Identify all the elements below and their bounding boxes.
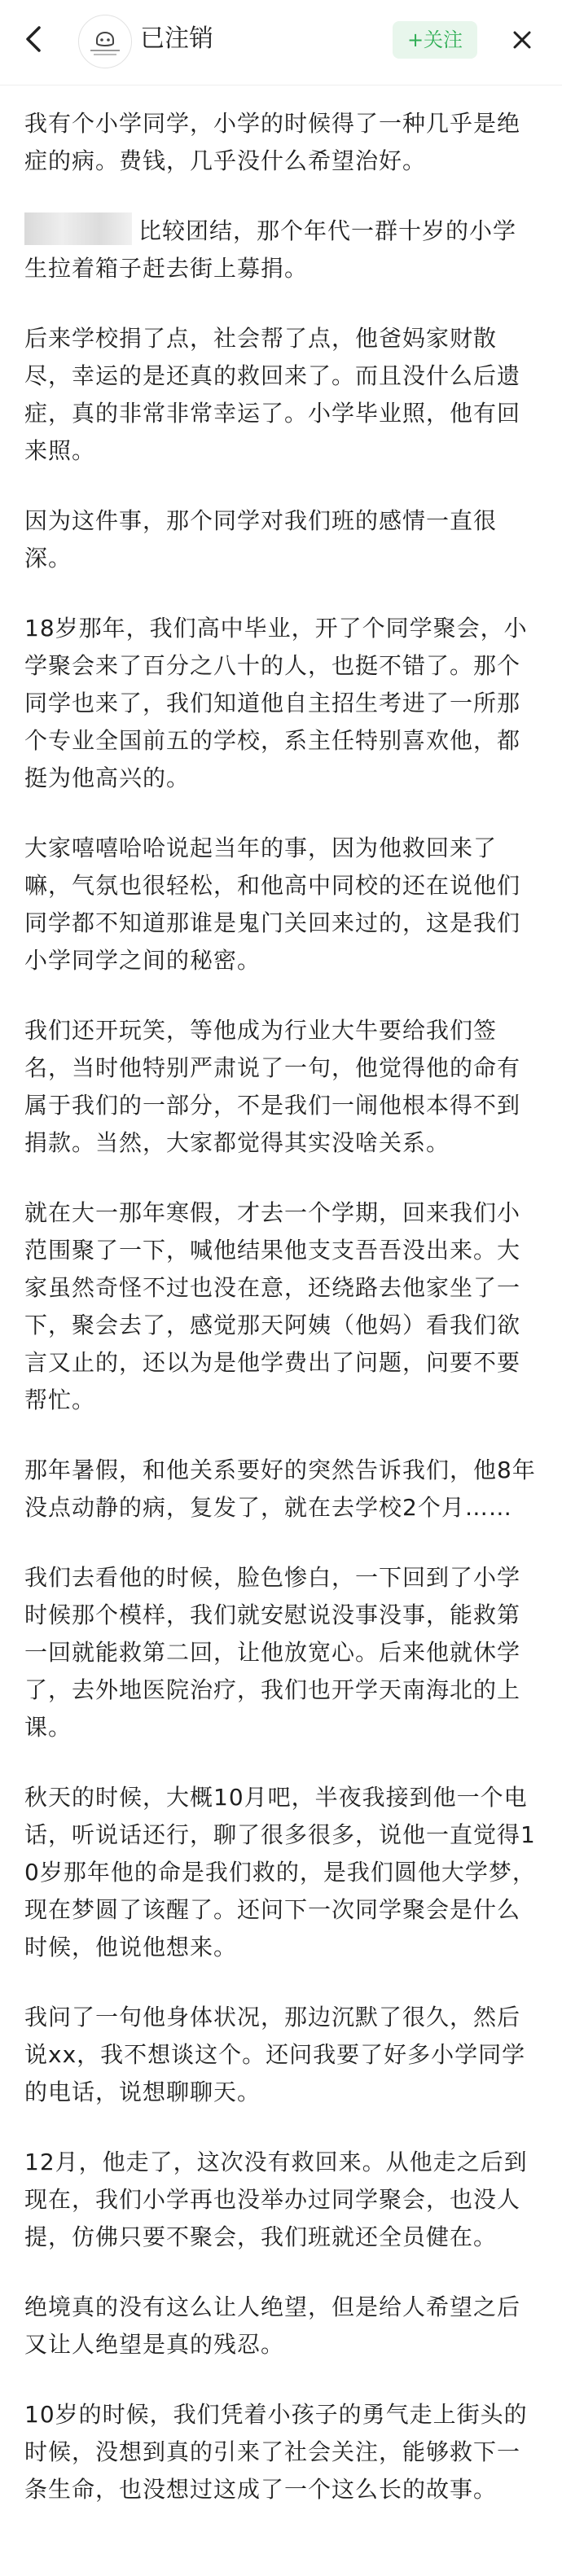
post-paragraph-text: 比较团结，那个年代一群十岁的小学生拉着箱子赶去街上募捐。 [24, 217, 517, 282]
post-body [0, 85, 562, 2508]
chevron-left-icon[interactable] [18, 23, 50, 55]
post-paragraph: 18岁那年，我们高中毕业，开了个同学聚会，小学聚会来了百分之八十的人，也挺不错了。那个同学也来了，我们知道他自主招生考进了一所那个专业全国前五的学校，系主任特别喜欢他，都挺为他高兴的。 [24, 615, 528, 791]
post-paragraph: 我问了一句他身体状况，那边沉默了很久，然后说xx，我不想谈这个。还问我要了好多小学同学的电话，说想聊聊天。 [24, 2004, 526, 2105]
username[interactable]: 已注销 [140, 24, 213, 53]
close-icon[interactable] [502, 24, 542, 55]
post-paragraph: 后来学校捐了点，社会帮了点，他爸妈家财散尽，幸运的是还真的救回来了。而且没什么后遗症，真的非常非常幸运了。小学毕业照，他有回来照。 [24, 325, 521, 464]
post-paragraph: 因为这件事，那个同学对我们班的感情一直很深。 [24, 507, 498, 572]
post-paragraph: 我们还开玩笑，等他成为行业大牛要给我们签名，当时他特别严肃说了一句，他觉得他的命有属于我们的一部分，不是我们一闹他根本得不到捐款。当然，大家都觉得其实没啥关系。 [24, 1017, 521, 1156]
avatar[interactable] [78, 15, 132, 68]
post-paragraph: 那年暑假，和他关系要好的突然告诉我们，他8年没点动静的病，复发了，就在去学校2个月…… [24, 1457, 536, 1521]
post-paragraph [24, 212, 538, 287]
post-paragraph: 秋天的时候，大概10月吧，半夜我接到他一个电话，听说话还行，聊了很多很多，说他一直觉得10岁那年他的命是我们救的，是我们圆他大学梦，现在梦圆了该醒了。还问下一次同学聚会是什么时候，他说他想来。 [24, 1784, 536, 1960]
post-paragraph: 就在大一那年寒假，才去一个学期，回来我们小范围聚了一下，喊他结果他支支吾吾没出来。大家虽然奇怪不过也没在意，还绕路去他家坐了一下，聚会去了，感觉那天阿姨（他妈）看我们欲言又止的，还以为是他学费出了问题，问要不要帮忙。 [24, 1199, 521, 1413]
post-paragraph: 绝境真的没有这么让人绝望，但是给人希望之后又让人绝望是真的残忍。 [24, 2293, 521, 2358]
post-paragraph: 12月，他走了，这次没有救回来。从他走之后到现在，我们小学再也没举办过同学聚会，也没人提，仿佛只要不聚会，我们班就还全员健在。 [24, 2149, 528, 2250]
follow-button[interactable]: +关注 [393, 21, 477, 59]
post-paragraph: 我们去看他的时候，脸色惨白，一下回到了小学时候那个模样，我们就安慰说没事没事，能救第一回就能救第二回，让他放宽心。后来他就休学了，去外地医院治疗，我们也开学天南海北的上课。 [24, 1564, 521, 1741]
redacted-block [24, 212, 132, 245]
post-paragraph: 我有个小学同学，小学的时候得了一种几乎是绝症的病。费钱，几乎没什么希望治好。 [24, 110, 521, 174]
post-paragraph: 10岁的时候，我们凭着小孩子的勇气走上街头的时候，没想到真的引来了社会关注，能够救下一条生命，也没想过这成了一个这么长的故事。 [24, 2401, 528, 2503]
post-paragraph: 大家嘻嘻哈哈说起当年的事，因为他救回来了嘛，气氛也很轻松，和他高中同校的还在说他们同学都不知道那谁是鬼门关回来过的，这是我们小学同学之间的秘密。 [24, 835, 521, 974]
top-bar [0, 0, 562, 85]
